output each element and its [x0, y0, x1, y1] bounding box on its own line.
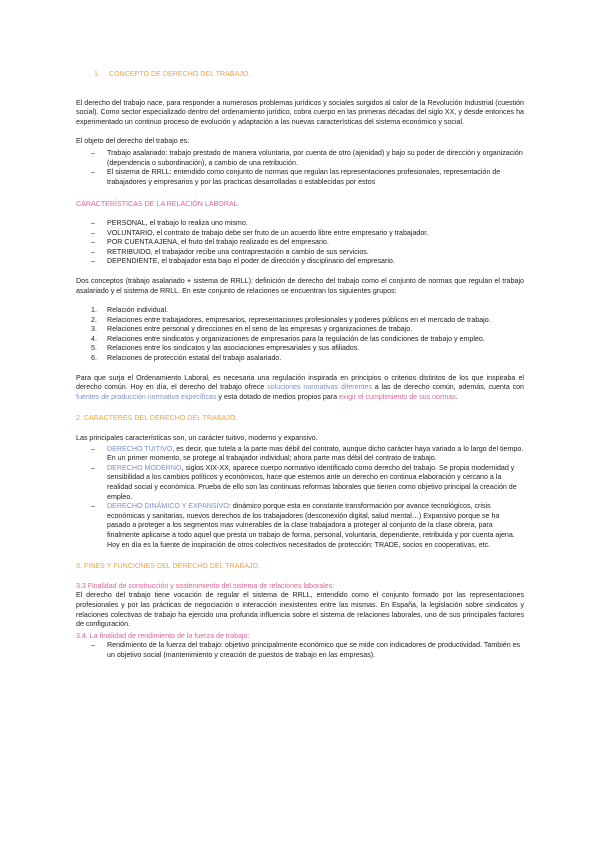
list-item [76, 344, 524, 354]
list-item [76, 464, 524, 502]
list-item [76, 335, 524, 345]
heading-number: 1. [94, 70, 100, 78]
item-label: DERECHO TUITIVO [107, 444, 173, 453]
list-item [76, 502, 524, 550]
caracteristicas-heading: CARACTERÍSTICAS DE LA RELACIÓN LABORAL. [76, 200, 240, 209]
list-item: – POR CUENTA AJENA, el fruto del trabajo realizado es del empresario. [76, 238, 524, 248]
text-run: a las de derecho común, además, cuenta con [372, 383, 525, 392]
list-item: – RETRIBUIDO, el trabajador recibe una contraprestación a cambio de sus servicios. [76, 248, 524, 258]
list-item: – El sistema de RRLL: entendido como conjunto de normas que regulan las representaciones profesionales, representación de trabajadores y empresarios y por las practicas desarrolladas o establecidas por estos [76, 168, 524, 187]
section-heading-3: 3. FINES Y FUNCIONES DEL DERECHO DEL TRABAJO. [76, 562, 260, 571]
item-label: DERECHO MODERNO [107, 463, 182, 472]
item-text: Relaciones entre trabajadores, empresarios, representaciones profesionales y poderes públicos en el mercado de trabajo. [107, 315, 491, 324]
objeto-intro: El objeto del derecho del trabajo es: [76, 137, 190, 146]
item-text: Relaciones de protección estatal del trabajo asalariado. [107, 354, 282, 363]
caracteres-list [76, 445, 524, 551]
highlight-text: fuentes de producción normativa específicas [76, 392, 217, 401]
text-run: . [455, 392, 458, 401]
text-run: y esta dotado de medios propios para [216, 392, 340, 401]
list-item [76, 354, 524, 364]
caracteres-intro: Las principales características son, un carácter tuitivo, moderno y expansivo. [76, 434, 318, 443]
highlight-text: soluciones normativas diferentes [267, 383, 373, 392]
list-item: – DEPENDIENTE, el trabajador esta bajo el poder de dirección y disciplinario del empresario. [76, 257, 524, 267]
subsection-heading: 3.3 Finalidad de construcción y sostenimiento del sistema de relaciones laborales: [76, 581, 335, 590]
item-number: 2. [91, 315, 97, 324]
list-item: – Trabajo asalariado: trabajo prestado de manera voluntaria, por cuenta de otro (ajenidad) y bajo su poder de dirección y organización (dependencia o subordinación), a cambio de una retribución. [76, 149, 524, 168]
objeto-list [76, 149, 524, 187]
list-item: – VOLUNTARIO, el contrato de trabajo debe ser fruto de un acuerdo libre entre empresario y trabajador. [76, 229, 524, 239]
dos-conceptos-paragraph: Dos conceptos (trabajo asalariado + sistema de RRLL): definición de derecho del trabajo como el conjunto de normas que regulan el trabajo asalariado y el sistema de RRLL. En este conjunto de relaciones se encuentran los siguientes grupos: [76, 276, 524, 295]
grupos-list [76, 306, 524, 364]
list-item [76, 445, 524, 464]
subsection-paragraph: El derecho del trabajo tiene vocación de regular el sistema de RRLL, entendido como el conjunto formado por las representaciones profesionales y por las prácticas de negociación o interacción inexistentes entre las mismas. En España, la legislación sobre sindicatos y relaciones colectivas de trabajo ha ejercido una profunda influencia sobre el sistema de relaciones laborales, uno de sus principales factores de configuración. [76, 591, 524, 629]
item-text: Relaciones entre personal y direcciones en el seno de las empresas y organizaciones de trabajo. [107, 325, 413, 334]
item-number: 1. [91, 306, 97, 315]
item-number: 4. [91, 334, 97, 343]
section-heading-2: 2. CARACTERES DEL DERECHO DEL TRABAJO. [76, 414, 238, 423]
list-item [76, 306, 524, 316]
caracteristicas-list [76, 219, 524, 267]
intro-paragraph: El derecho del trabajo nace, para responder a numerosos problemas jurídicos y sociales surgidos al calor de la Revolución Industrial (cuestión social). Como sector especializado dentro del ordenamiento jurídico, cobra cuerpo en las primeras décadas del siglo XX, y desde entonces ha experimentado un continuo proceso de evolución y adaptación a las nuevas características del sistema económico y social. [76, 98, 524, 126]
item-label: DERECHO DINÁMICO Y EXPANSIVO [107, 502, 229, 511]
item-text: Relaciones entre los sindicatos y las asociaciones empresariales y sus afiliados. [107, 344, 360, 353]
list-item: – PERSONAL, el trabajo lo realiza uno mismo. [76, 219, 524, 229]
highlight-text: exigir el cumplimiento de sus normas [339, 392, 456, 401]
rendimiento-list [76, 641, 524, 660]
item-number: 3. [91, 325, 97, 334]
item-text: , siglos XIX-XX, aparece cuerpo normativo identificado como derecho del trabajo. Se propia modernidad y sensibilidad a los cambios políticos y económicos, hace que estemos ante un derecho en continua elaboración y cercano a la realidad social y económica. Prueba de ello son las continuas reformas laborales que tienen como objetivo principal la creación de empleo. [107, 463, 517, 501]
item-text: Relaciones entre sindicatos y organizaciones de empresarios para la regulación de las condiciones de trabajo y empleo. [107, 334, 485, 343]
ordenamiento-paragraph [76, 374, 524, 403]
list-item [76, 325, 524, 335]
item-text: : dinámico porque esta en constante transformación por avance tecnológicos, crisis económicas y sanitarias, nuevos derechos de los trabajadores (desconexión digital, salud mental…) Expansivo porque se ha pasado a proteger a los segmentos mas vulnerables de la clase trabajadora a proteger al conjunto de la clase obrera, para finalmente aplicarse a todo aquel que presta un trabajo de forma, personal, voluntaria, dependiente, retribuida y por cuenta ajena. Hoy en día es la fuente de inspiración de otros colectivos necesitados de protección: TRADE, socios en cooperativas, etc. [107, 502, 515, 549]
item-number: 5. [91, 344, 97, 353]
list-item: – Rendimiento de la fuerza del trabajo: objetivo principalmente económico que se mide con indicadores de productividad. También es un objetivo social (mantenimiento y creación de puestos de trabajo en las empresas). [76, 641, 524, 660]
subsection-heading: 3.4. La finalidad de rendimiento de la fuerza de trabajo: [76, 631, 250, 640]
item-text: , es decir, que tutela a la parte mas débil del contrato, aunque dicho carácter haya variado a lo largo del tiempo. En un primer momento, se protege al trabajador individual; ahora parte mas débil del contrato de trabajo. [107, 444, 524, 463]
list-item [76, 316, 524, 326]
item-number: 6. [91, 354, 97, 363]
text-run: Para que surja el Ordenamiento Laboral, es necesaria una regulación inspirada en principios o criterios distintos de los que inspiraba el derecho común. Hoy en día, el derecho del trabajo ofrece [76, 373, 524, 392]
item-text: Relación individual. [107, 306, 169, 315]
section-heading-1 [94, 70, 524, 80]
heading-text: CONCEPTO DE DERECHO DEL TRABAJO. [109, 70, 251, 78]
